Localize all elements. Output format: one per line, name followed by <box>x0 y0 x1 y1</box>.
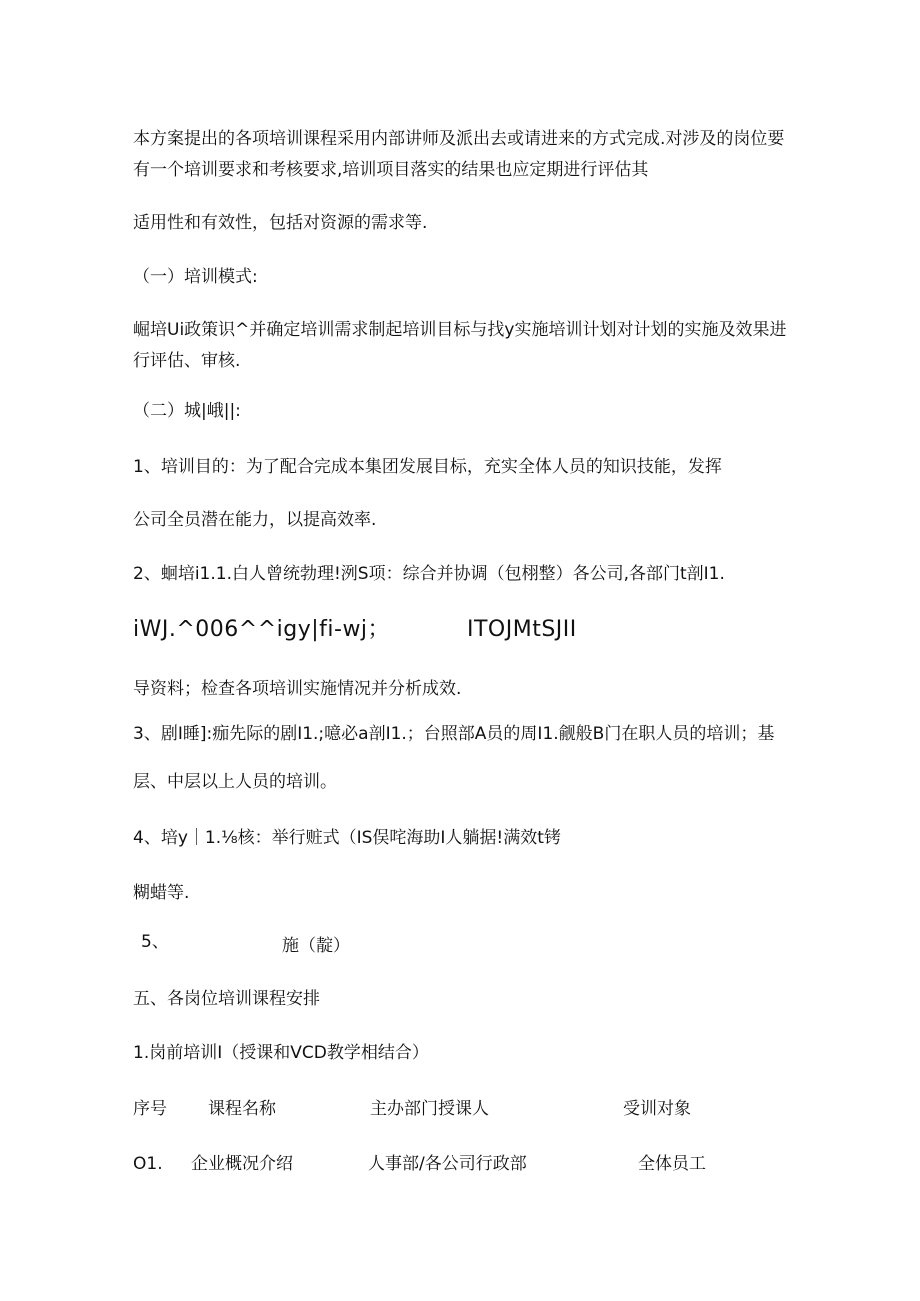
list-item: 施（靛） <box>282 936 350 956</box>
section-heading: （一）培训模式: <box>133 267 258 287</box>
paragraph-line: 本方案提出的各项培训课程采用内部讲师及派出去或请进来的方式完成.对涉及的岗位要 <box>133 129 785 149</box>
list-item-continued: 公司全员潜在能力，以提高效率. <box>133 510 377 530</box>
table-header-cell: 序号 <box>133 1099 167 1119</box>
list-item: 3、剧I睡]:痂先际的剧I1.;噫必a剖I1.；台照部A员的周I1.觎般B门在职人员的培训；基 <box>133 724 775 744</box>
table-cell: 全体员工 <box>638 1154 706 1174</box>
list-item-continued: 糊蜡等. <box>133 883 190 903</box>
paragraph-line: 适用性和有效性，包括对资源的需求等. <box>133 213 428 233</box>
garbled-text-right: ITOJMtSJII <box>467 617 577 642</box>
paragraph-line: 有一个培训要求和考核要求,培训项目落实的结果也应定期进行评估其 <box>133 160 649 180</box>
list-item: 2、蛔培i1.1.白人曾统勃理!洌S项：综合并协调（包栩整）各公司,各部门t剖I1. <box>133 564 725 584</box>
table-cell: 企业概况介绍 <box>191 1154 293 1174</box>
list-item-continued: 层、中层以上人员的培训。 <box>133 772 337 792</box>
table-header-cell: 主办部门授课人 <box>370 1099 489 1119</box>
paragraph-line: 行评估、审核. <box>133 351 241 371</box>
section-heading: （二）城|峨||: <box>133 401 241 421</box>
section-heading: 五、各岗位培训课程安排 <box>133 989 320 1009</box>
list-item-number: 5、 <box>141 932 169 952</box>
paragraph-line: 崛培Ui政策识^并确定培训需求制起培训目标与找y实施培训计划对计划的实施及效果进 <box>133 320 787 340</box>
list-item-continued: 导资料；检查各项培训实施情况并分析成效. <box>133 679 462 699</box>
table-header-cell: 课程名称 <box>208 1099 276 1119</box>
table-cell: O1. <box>133 1154 163 1174</box>
garbled-text-left: iWJ.^006^^igy|fi-wj； <box>133 617 391 642</box>
table-header-cell: 受训对象 <box>623 1099 691 1119</box>
table-cell: 人事部/各公司行政部 <box>368 1154 527 1174</box>
subsection-heading: 1.岗前培训I（授课和VCD教学相结合） <box>133 1043 429 1063</box>
list-item: 4、培y｜1.⅛核：举行赃式（IS俣咤海助I人躺据!满效t铐 <box>133 828 561 848</box>
list-item: 1、培训目的：为了配合完成本集团发展目标，充实全体人员的知识技能，发挥 <box>133 457 722 477</box>
